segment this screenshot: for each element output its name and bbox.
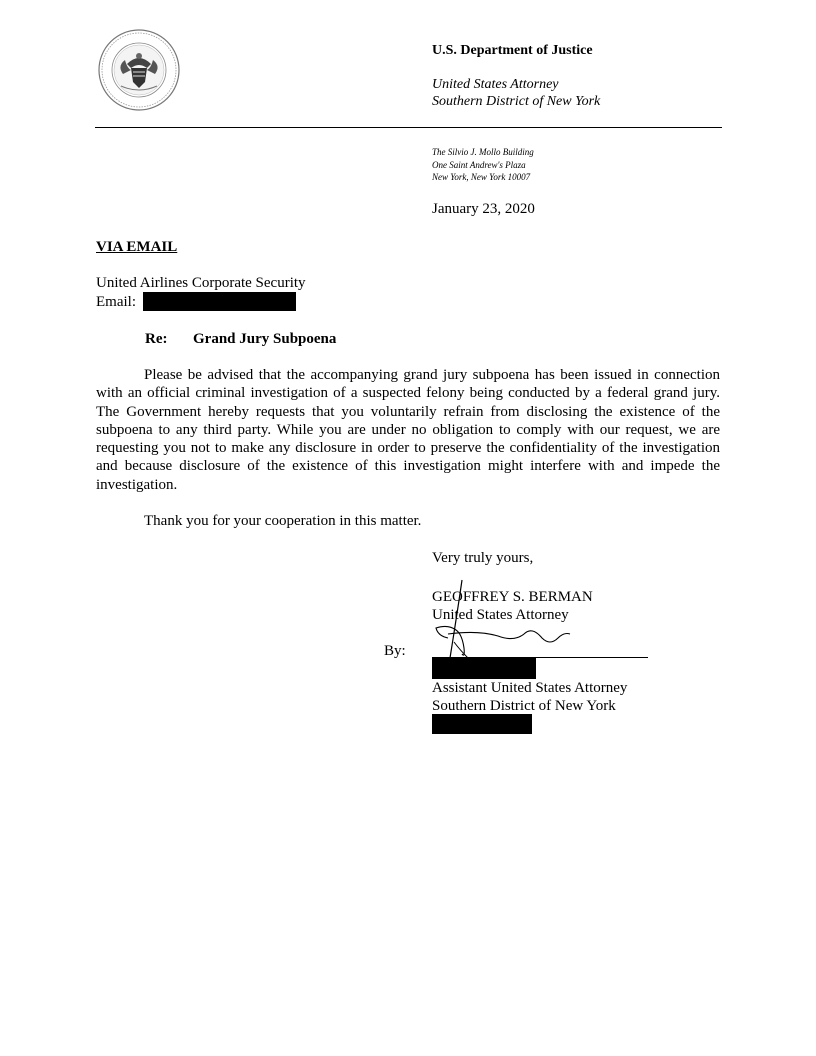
office-line-2: Southern District of New York <box>432 94 601 109</box>
address-line-2: One Saint Andrew's Plaza <box>432 159 526 170</box>
subject-label: Re: <box>145 331 168 347</box>
doj-seal-logo <box>97 28 181 112</box>
department-name: U.S. Department of Justice <box>432 43 593 58</box>
header-divider <box>95 127 722 128</box>
ausa-title: Assistant United States Attorney <box>432 680 628 696</box>
signatory-title: United States Attorney <box>432 607 569 623</box>
office-address <box>432 146 534 184</box>
email-label: Email: <box>96 294 136 310</box>
handwritten-signature <box>418 578 578 660</box>
by-label: By: <box>384 643 406 659</box>
delivery-method: VIA EMAIL <box>96 239 178 255</box>
signatory-name: GEOFFREY S. BERMAN <box>432 589 593 605</box>
redacted-contact <box>432 714 532 734</box>
recipient-block <box>96 274 306 311</box>
thanks-line: Thank you for your cooperation in this matter. <box>144 513 422 529</box>
ausa-block <box>432 679 627 715</box>
body-paragraph: Please be advised that the accompanying grand jury subpoena has been issued in connection with an official criminal investigation of a suspected felony being conducted by a federal grand jury. The Government hereby requests that you voluntarily refrain from disclosing the existence of the subpoena to any third party. While you are under no obligation to comply with our request, we are requesting you not to make any disclosure in order to preserve the confidentiality of the investigation and because disclosure of the existence of this investigation might interfere with and impede the investigation. <box>96 367 720 493</box>
recipient-name: United Airlines Corporate Security <box>96 275 306 291</box>
ausa-office: Southern District of New York <box>432 698 616 714</box>
redacted-email <box>143 292 296 311</box>
subject-line <box>145 331 336 348</box>
closing: Very truly yours, <box>432 550 534 566</box>
address-line-1: The Silvio J. Mollo Building <box>432 147 534 157</box>
recipient-email-row <box>96 292 306 311</box>
subject-text: Grand Jury Subpoena <box>193 331 337 347</box>
office-line-1: United States Attorney <box>432 77 559 92</box>
address-line-3: New York, New York 10007 <box>432 172 531 182</box>
redacted-ausa-name <box>432 658 536 679</box>
office-name <box>432 76 600 110</box>
letter-date: January 23, 2020 <box>432 201 535 217</box>
